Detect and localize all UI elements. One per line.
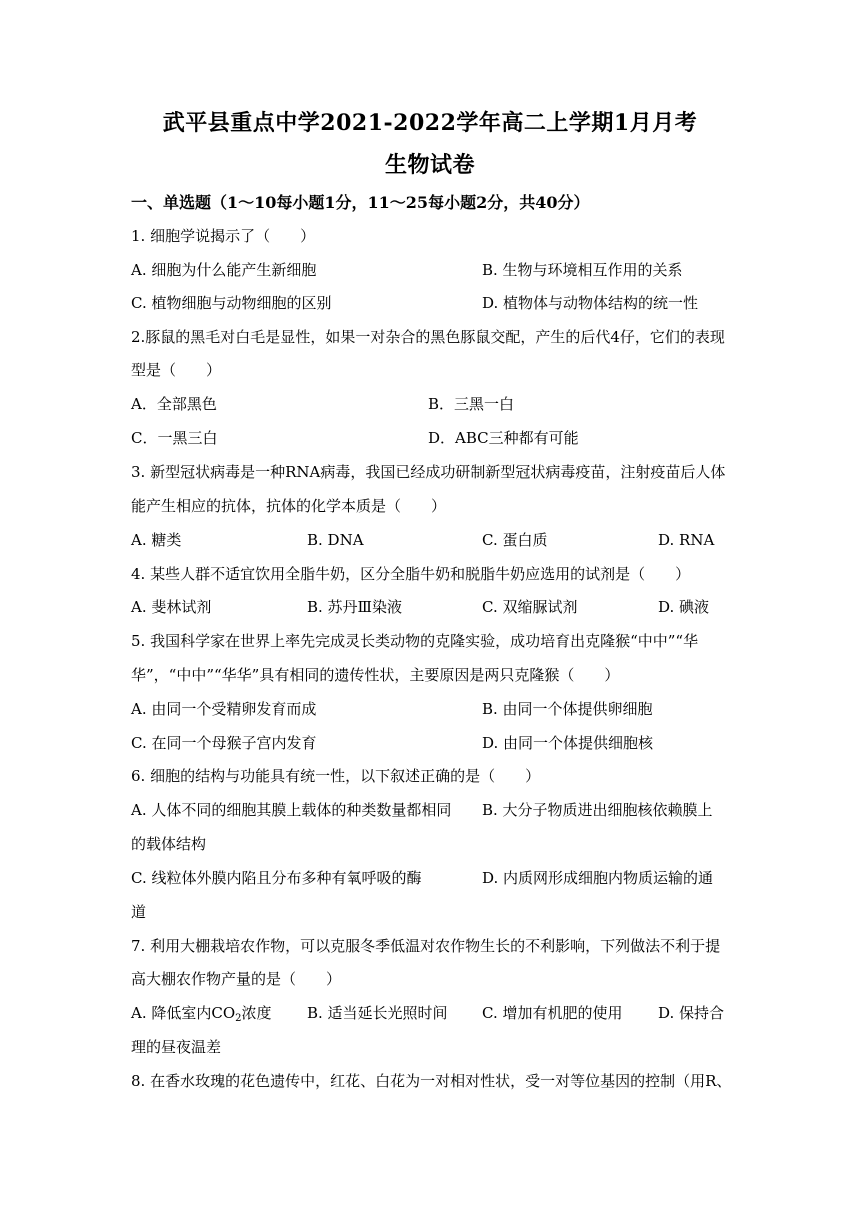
question-7-option-d: D. 保持合 [658,1004,725,1022]
question-1-option-b: B. 生物与环境相互作用的关系 [482,261,683,279]
question-1-option-c: C. 植物细胞与动物细胞的区别 [131,294,332,312]
question-4-stem: 4. 某些人群不适宜饮用全脂牛奶，区分全脂牛奶和脱脂牛奶应选用的试剂是（ ） [131,565,691,583]
question-6-option-c: C. 线粒体外膜内陷且分布多种有氧呼吸的酶 [131,869,422,887]
question-7-option-a-subscript: 2 [235,1013,242,1024]
question-7-option-a-text-end: 浓度 [241,1004,272,1022]
question-5-option-a: A. 由同一个受精卵发育而成 [131,700,317,718]
question-3-option-b: B. DNA [307,531,364,549]
question-3-stem-line1: 3. 新型冠状病毒是一种RNA病毒，我国已经成功研制新型冠状病毒疫苗，注射疫苗后人体 [131,463,726,481]
question-3-stem-line2: 能产生相应的抗体，抗体的化学本质是（ ） [131,497,447,515]
question-3-option-d: D. RNA [658,531,715,549]
question-8-stem: 8. 在香水玫瑰的花色遗传中，红花、白花为一对相对性状，受一对等位基因的控制（用R、 [131,1072,732,1090]
question-7-option-a [131,1003,272,1023]
question-6-option-d-continued: 道 [131,903,147,921]
question-2-stem-line1: 2.豚鼠的黑毛对白毛是显性，如果一对杂合的黑色豚鼠交配，产生的后代4仔，它们的表现 [131,328,725,346]
question-6-option-a: A. 人体不同的细胞其膜上载体的种类数量都相同 [131,801,452,819]
question-4-option-d: D. 碘液 [658,598,710,616]
question-5-option-b: B. 由同一个体提供卵细胞 [482,700,653,718]
question-6-option-b: B. 大分子物质进出细胞核依赖膜上 [482,801,713,819]
question-2-option-b: B．三黑一白 [428,395,515,413]
question-7-option-d-continued: 理的昼夜温差 [131,1038,222,1056]
question-2-option-a: A．全部黑色 [131,395,217,413]
question-7-option-b: B. 适当延长光照时间 [307,1004,448,1022]
question-5-stem-line1: 5. 我国科学家在世界上率先完成灵长类动物的克隆实验，成功培育出克隆猴“中中”“华 [131,632,699,650]
question-1-option-a: A. 细胞为什么能产生新细胞 [131,261,317,279]
question-1-stem: 1. 细胞学说揭示了（ ） [131,227,316,245]
question-5-stem-line2: 华”，“中中”“华华”具有相同的遗传性状，主要原因是两只克隆猴（ ） [131,666,620,684]
question-7-stem-line2: 高大棚农作物产量的是（ ） [131,970,342,988]
question-6-stem: 6. 细胞的结构与功能具有统一性，以下叙述正确的是（ ） [131,767,541,785]
question-4-option-b: B. 苏丹Ⅲ染液 [307,598,403,616]
question-3-option-c: C. 蛋白质 [482,531,548,549]
question-4-option-c: C. 双缩脲试剂 [482,598,578,616]
question-7-stem-line1: 7. 利用大棚栽培农作物，可以克服冬季低温对农作物生长的不利影响，下列做法不利于提 [131,937,721,955]
question-5-option-d: D. 由同一个体提供细胞核 [482,734,654,752]
exam-title: 武平县重点中学2021-2022学年高二上学期1月月考 [162,110,698,136]
question-3-option-a: A. 糖类 [131,531,182,549]
question-1-option-d: D. 植物体与动物体结构的统一性 [482,294,699,312]
question-5-option-c: C. 在同一个母猴子宫内发育 [131,734,317,752]
section-heading: 一、单选题（1～10每小题1分，11～25每小题2分，共40分） [131,193,590,212]
question-2-option-d: D．ABC三种都有可能 [428,429,579,447]
question-7-option-a-text: A. 降低室内CO [131,1004,236,1022]
exam-subject: 生物试卷 [384,152,475,178]
question-2-option-c: C．一黑三白 [131,429,218,447]
question-2-stem-line2: 型是（ ） [131,361,222,379]
question-4-option-a: A. 斐林试剂 [131,598,212,616]
question-6-option-d: D. 内质网形成细胞内物质运输的通 [482,869,714,887]
question-7-option-c: C. 增加有机肥的使用 [482,1004,623,1022]
question-6-option-b-continued: 的载体结构 [131,835,207,853]
